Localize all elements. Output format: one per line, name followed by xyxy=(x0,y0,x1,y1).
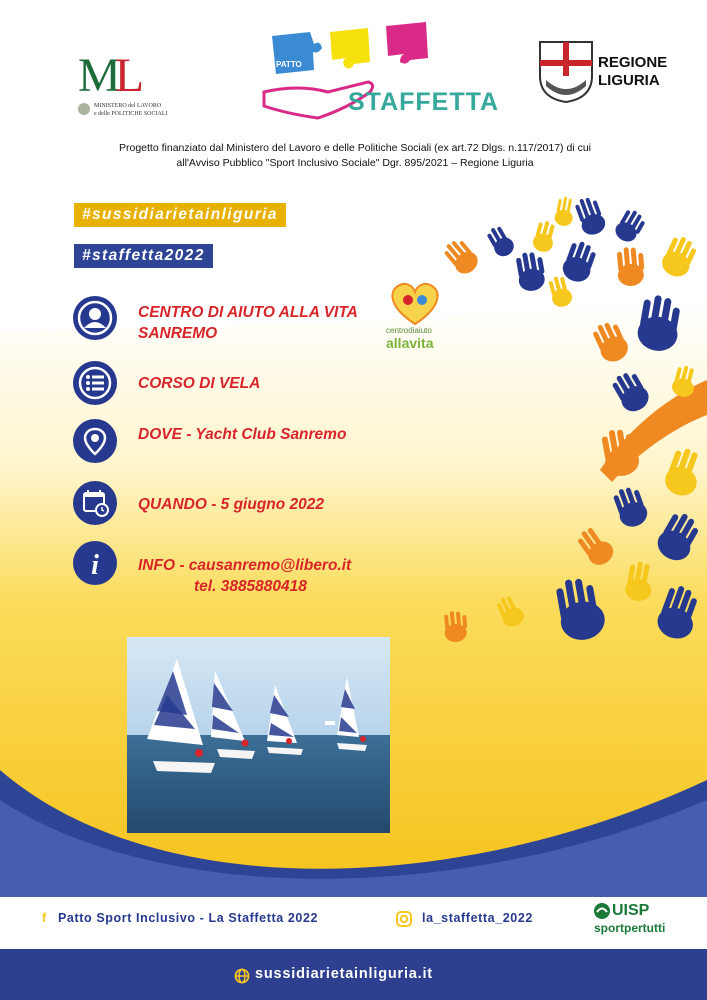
website-bar xyxy=(0,949,707,1000)
user-icon xyxy=(73,296,117,340)
heart-icon xyxy=(380,278,450,328)
emblem-icon xyxy=(78,103,90,115)
email-link[interactable]: INFO - causanremo@libero.it xyxy=(138,557,352,574)
phone-link[interactable]: tel. 3885880418 xyxy=(194,578,307,595)
map-pin-icon xyxy=(73,419,117,463)
staffetta-logo: PATTO STAFFETTA xyxy=(258,22,448,122)
course-title: CORSO DI VELA xyxy=(138,375,261,392)
facebook-link[interactable]: Patto Sport Inclusivo - La Staffetta 2022 xyxy=(58,911,319,925)
calendar-icon xyxy=(73,481,117,525)
shield-icon xyxy=(538,40,594,104)
hashtag-staffetta: #staffetta2022 xyxy=(74,244,213,268)
location: DOVE - Yacht Club Sanremo xyxy=(138,426,347,443)
sailing-photo xyxy=(127,637,390,833)
hashtag-sussidiarieta: #sussidiarietainliguria xyxy=(74,203,286,227)
list-icon xyxy=(73,361,117,405)
instagram-icon[interactable] xyxy=(396,911,412,927)
uisp-logo: UISP sportpertutti xyxy=(594,902,666,935)
svg-text:i: i xyxy=(91,550,99,581)
instagram-link[interactable]: la_staffetta_2022 xyxy=(422,911,533,925)
date: QUANDO - 5 giugno 2022 xyxy=(138,496,325,513)
website-link[interactable]: sussidiarietainliguria.it xyxy=(255,966,433,982)
contact-info xyxy=(138,555,351,597)
organization-name: CENTRO DI AIUTO ALLA VITA SANREMO xyxy=(138,304,358,342)
centro-aiuto-vita-logo: centrodiaiuto allavita xyxy=(380,278,450,358)
globe-icon xyxy=(234,968,250,984)
regione-liguria-logo: REGIONE LIGURIA xyxy=(538,40,678,110)
uisp-icon xyxy=(592,901,612,921)
facebook-icon[interactable]: f xyxy=(42,911,47,925)
info-icon xyxy=(73,541,117,585)
ministero-logo: ML MINISTERO del LAVORO e delle POLITICHE SOCIALI xyxy=(78,49,168,117)
project-description: Progetto finanziato dal Ministero del Lavoro e delle Politiche Sociali (ex art.72 Dlgs. n.117/2017) di cui all'Avviso Pubblico "Sport Inclusivo Sociale" Dgr. 895/2021 – Regione Liguria xyxy=(119,142,591,169)
